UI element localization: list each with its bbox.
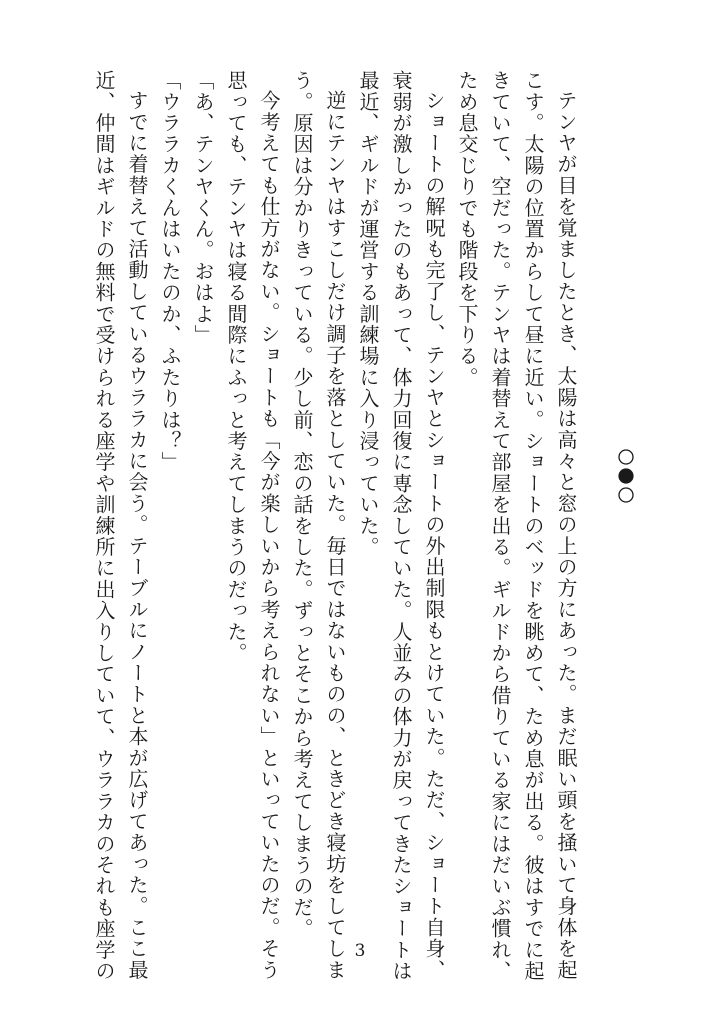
text-line: テンヤが目を覚ましたとき、太陽は高々と窓の上の方にあった。まだ眠い頭を掻いて身体を起 xyxy=(554,90,578,981)
filled-circle-icon xyxy=(618,468,633,483)
text-line: こす。太陽の位置からして昼に近い。ショートのベッドを眺めて、ため息が出る。彼はすでに起 xyxy=(521,70,545,982)
text-line: 衰弱が激しかったのもあって、体力回復に専念していた。人並みの体力が戻ってきたショートは xyxy=(389,70,413,982)
dialogue-line: 「ウララカくんはいたのか、ふたりは？」 xyxy=(158,70,182,473)
text-line: ため息交じりでも階段を下りる。 xyxy=(455,70,479,388)
section-divider xyxy=(616,447,636,505)
text-line: すでに着替えて活動しているウララカに会う。テーブルにノートと本が広げてあった。ここ最 xyxy=(125,90,149,981)
text-line: う。原因は分かりきっている。少し前、恋の話をした。ずっとそこから考えてしまうのだ。 xyxy=(290,70,314,940)
text-line: 近、仲間はギルドの無料で受けられる座学や訓練所に出入りしていて、ウララカのそれも座学の xyxy=(92,70,116,982)
page-number: 3 xyxy=(354,941,366,961)
text-line: 最近、ギルドが運営する訓練場に入り浸っていた。 xyxy=(356,70,380,558)
text-line: ショートの解呪も完了し、テンヤとショートの外出制限もとけていた。ただ、ショート自身、 xyxy=(422,90,446,981)
text-line: 今考えても仕方がない。ショートも「今が楽しいから考えられない」といっていたのだ。そう xyxy=(257,90,281,981)
text-line: 逆にテンヤはすこしだけ調子を落としていた。毎日ではないものの、ときどき寝坊をしてしま xyxy=(323,90,347,981)
hollow-circle-icon xyxy=(619,488,633,502)
dialogue-line: 「あ、テンヤくん。おはよ」 xyxy=(191,70,215,346)
body-text xyxy=(87,70,582,982)
hollow-circle-icon xyxy=(619,450,633,464)
text-line: きていて、空だった。テンヤは着替えて部屋を出る。ギルドから借りている家にはだいぶ慣れ、 xyxy=(488,70,512,982)
text-line: 思っても、テンヤは寝る間際にふっと考えてしまうのだった。 xyxy=(224,70,248,664)
